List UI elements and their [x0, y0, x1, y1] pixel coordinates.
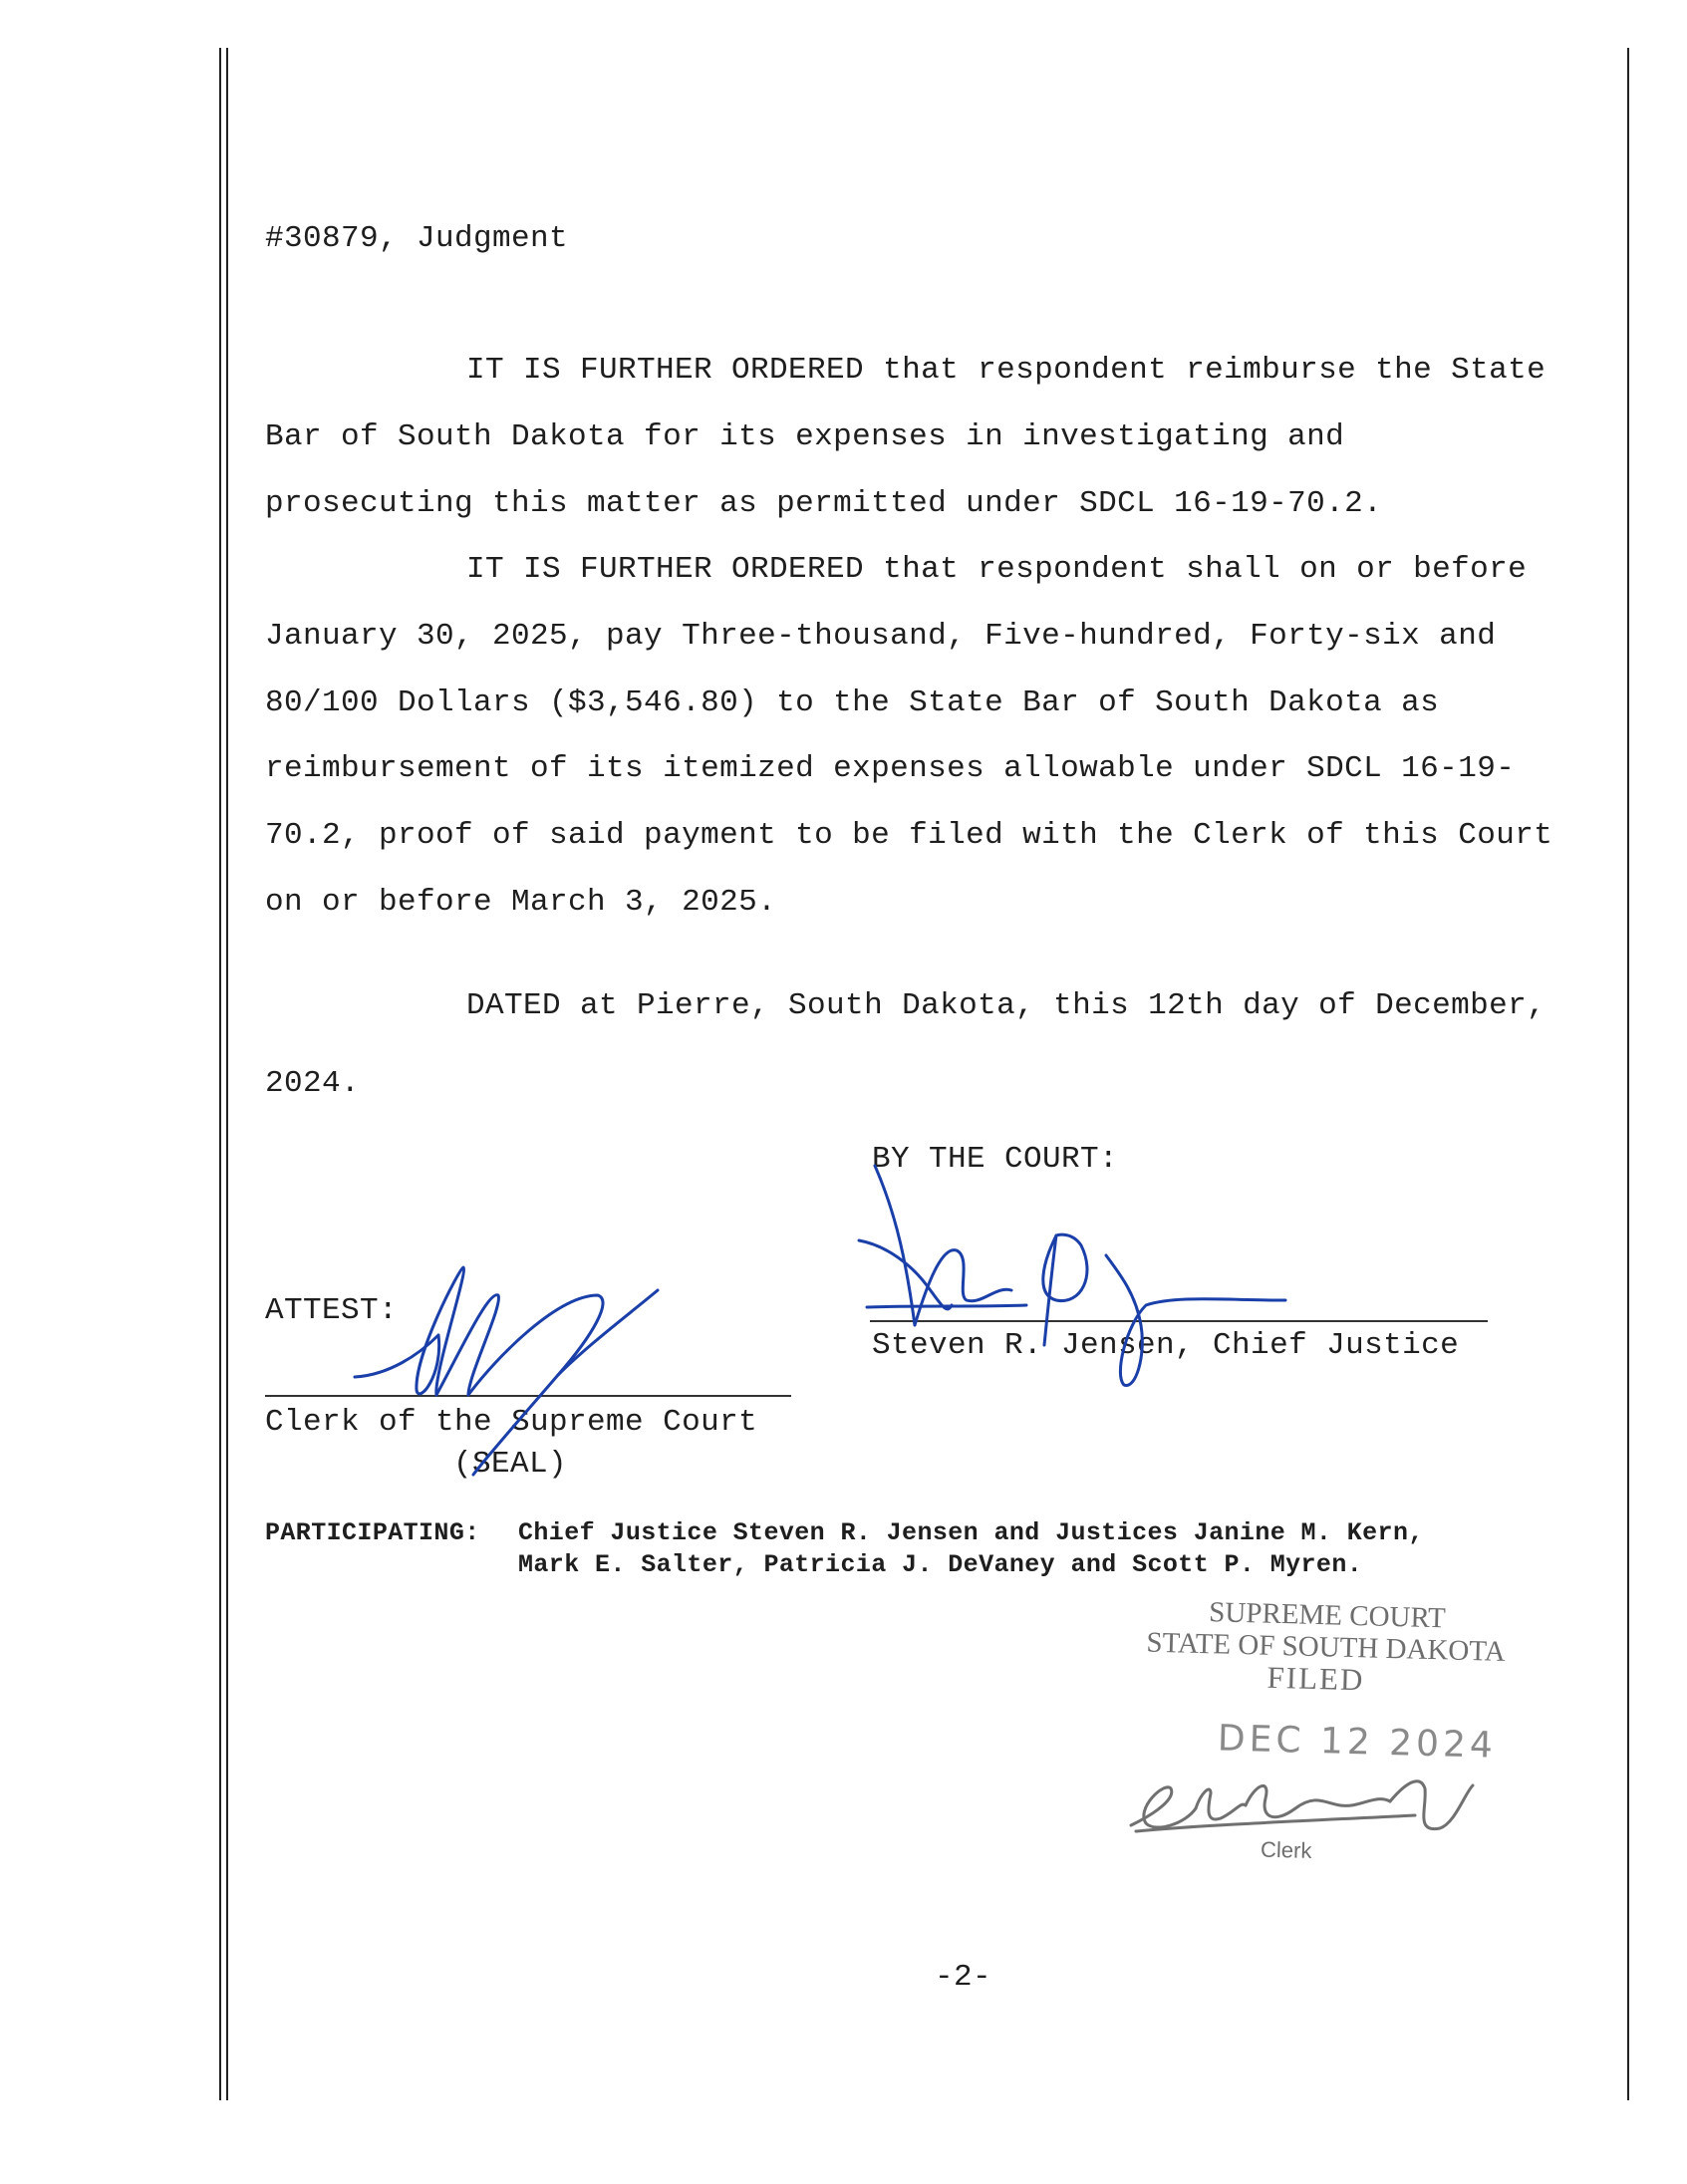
dated-line-1: DATED at Pierre, South Dakota, this 12th day of December, — [466, 988, 1546, 1023]
para1-line-3: prosecuting this matter as permitted under SDCL 16-19-70.2. — [265, 486, 1383, 521]
para2-line-1: IT IS FURTHER ORDERED that respondent shall on or before — [466, 552, 1528, 587]
chief-justice-name: Steven R. Jensen, Chief Justice — [872, 1328, 1460, 1363]
by-the-court: BY THE COURT: — [872, 1142, 1119, 1177]
stamp-line-2: STATE OF SOUTH DAKOTA — [1146, 1626, 1507, 1668]
para2-line-2: January 30, 2025, pay Three-thousand, Five-hundred, Forty-six and — [265, 619, 1497, 654]
para1-line-2: Bar of South Dakota for its expenses in investigating and — [265, 419, 1345, 454]
participating-line-1: Chief Justice Steven R. Jensen and Justices Janine M. Kern, — [518, 1518, 1424, 1547]
para2-line-6: on or before March 3, 2025. — [265, 885, 777, 920]
attest-label: ATTEST: — [265, 1293, 399, 1328]
para2-line-3: 80/100 Dollars ($3,546.80) to the State Bar of South Dakota as — [265, 685, 1440, 720]
stamp-date: DEC 12 2024 — [1217, 1718, 1498, 1767]
para2-line-4: reimbursement of its itemized expenses allowable under SDCL 16-19- — [265, 751, 1516, 786]
stamp-line-3: FILED — [1266, 1659, 1365, 1698]
participating-label: PARTICIPATING: — [265, 1518, 480, 1547]
para1-line-1: IT IS FURTHER ORDERED that respondent reimburse the State — [466, 353, 1546, 388]
participating-line-2: Mark E. Salter, Patricia J. DeVaney and Scott P. Myren. — [518, 1550, 1363, 1579]
page-number: -2- — [935, 1960, 992, 1995]
para2-line-5: 70.2, proof of said payment to be filed with the Clerk of this Court — [265, 818, 1553, 853]
seal-label: (SEAL) — [453, 1447, 568, 1482]
clerk-title: Clerk of the Supreme Court — [265, 1405, 758, 1440]
stamp-line-1: SUPREME COURT — [1208, 1596, 1447, 1635]
dated-line-2: 2024. — [265, 1066, 361, 1101]
stamp-clerk: Clerk — [1260, 1836, 1312, 1863]
document-header: #30879, Judgment — [265, 221, 569, 256]
